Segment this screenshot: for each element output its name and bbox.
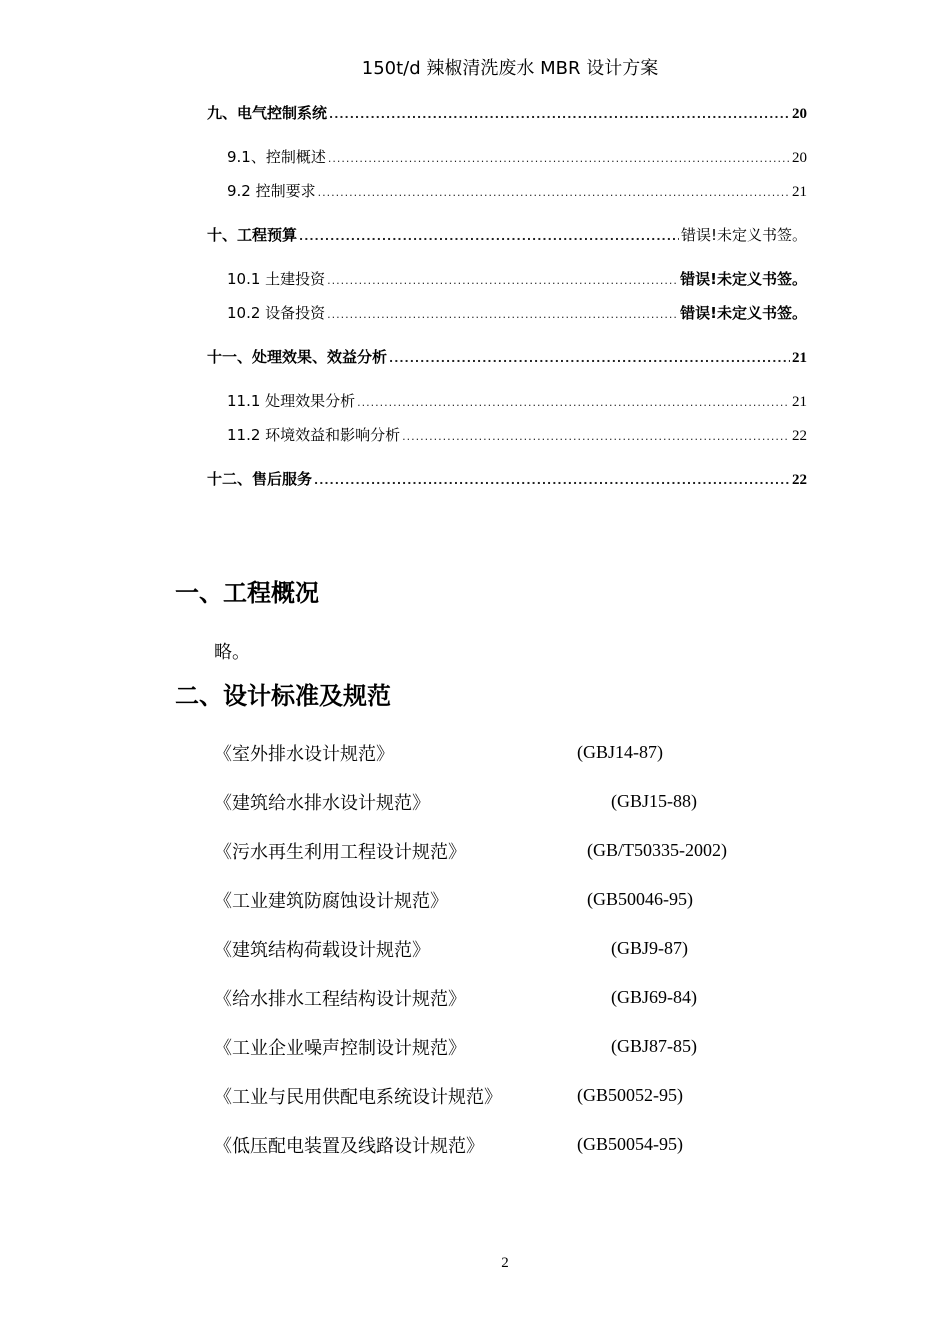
standard-name: 《工业企业噪声控制设计规范》 <box>214 1038 466 1059</box>
toc-entry-label: 11.1 处理效果分析 <box>227 392 356 410</box>
standard-code: (GB/T50335-2002) <box>587 840 727 860</box>
toc-entry-label: 10.1 土建投资 <box>227 270 326 288</box>
toc-leader-dots <box>314 474 790 487</box>
standard-code: (GBJ14-87) <box>577 742 663 762</box>
standard-name: 《低压配电装置及线路设计规范》 <box>214 1136 484 1157</box>
toc-entry-page: 错误!未定义书签。 <box>680 226 807 244</box>
toc-entry-label: 九、电气控制系统 <box>207 104 328 122</box>
toc-leader-dots <box>389 352 790 365</box>
toc-entry-label: 9.2 控制要求 <box>227 182 316 200</box>
toc-entry-page: 21 <box>792 184 807 200</box>
standard-name: 《建筑结构荷载设计规范》 <box>214 940 430 961</box>
page-header: 150t/d 辣椒清洗废水 MBR 设计方案 <box>361 58 659 79</box>
section-heading: 一、工程概况 <box>175 579 319 607</box>
toc-leader-dots <box>299 230 679 243</box>
toc-entry-page: 错误!未定义书签。 <box>680 270 807 288</box>
standard-code: (GB50046-95) <box>587 889 693 909</box>
toc-entry-page: 20 <box>792 106 807 122</box>
toc-entry[interactable] <box>207 468 807 489</box>
section-body-text: 略。 <box>214 642 250 663</box>
toc-entry-page: 21 <box>792 350 807 366</box>
toc-entry[interactable] <box>227 268 807 289</box>
toc-entry[interactable] <box>207 224 807 245</box>
standard-name: 《工业与民用供配电系统设计规范》 <box>214 1087 502 1108</box>
toc-entry-page: 22 <box>792 428 807 444</box>
standard-code: (GB50054-95) <box>577 1134 683 1154</box>
toc-leader-dots <box>318 186 790 199</box>
toc-leader-dots <box>327 308 678 321</box>
toc-entry-label: 10.2 设备投资 <box>227 304 326 322</box>
standard-code: (GBJ15-88) <box>611 791 697 811</box>
toc-entry[interactable] <box>207 102 807 123</box>
standard-code: (GBJ69-84) <box>611 987 697 1007</box>
toc-entry-page: 21 <box>792 394 807 410</box>
toc-entry[interactable] <box>207 346 807 367</box>
toc-entry[interactable] <box>227 146 807 167</box>
toc-entry[interactable] <box>227 302 807 323</box>
toc-leader-dots <box>327 274 678 287</box>
toc-entry-label: 十一、处理效果、效益分析 <box>207 348 388 366</box>
toc-entry[interactable] <box>227 424 807 445</box>
toc-entry-label: 9.1、控制概述 <box>227 148 326 166</box>
toc-entry[interactable] <box>227 180 807 201</box>
toc-leader-dots <box>328 152 790 165</box>
toc-entry-page: 20 <box>792 150 807 166</box>
standard-code: (GBJ87-85) <box>611 1036 697 1056</box>
toc-entry-label: 11.2 环境效益和影响分析 <box>227 426 401 444</box>
toc-leader-dots <box>357 396 790 409</box>
toc-leader-dots <box>329 108 790 121</box>
toc-leader-dots <box>402 430 790 443</box>
standard-code: (GBJ9-87) <box>611 938 688 958</box>
toc-entry-page: 错误!未定义书签。 <box>680 304 807 322</box>
standard-code: (GB50052-95) <box>577 1085 683 1105</box>
standard-name: 《给水排水工程结构设计规范》 <box>214 989 466 1010</box>
page-number: 2 <box>501 1255 509 1271</box>
standard-name: 《建筑给水排水设计规范》 <box>214 793 430 814</box>
toc-entry-label: 十、工程预算 <box>207 226 298 244</box>
standard-name: 《室外排水设计规范》 <box>214 744 394 765</box>
standard-name: 《污水再生利用工程设计规范》 <box>214 842 466 863</box>
section-heading: 二、设计标准及规范 <box>175 682 391 710</box>
toc-entry-label: 十二、售后服务 <box>207 470 313 488</box>
toc-entry[interactable] <box>227 390 807 411</box>
toc-entry-page: 22 <box>792 472 807 488</box>
standard-name: 《工业建筑防腐蚀设计规范》 <box>214 891 448 912</box>
